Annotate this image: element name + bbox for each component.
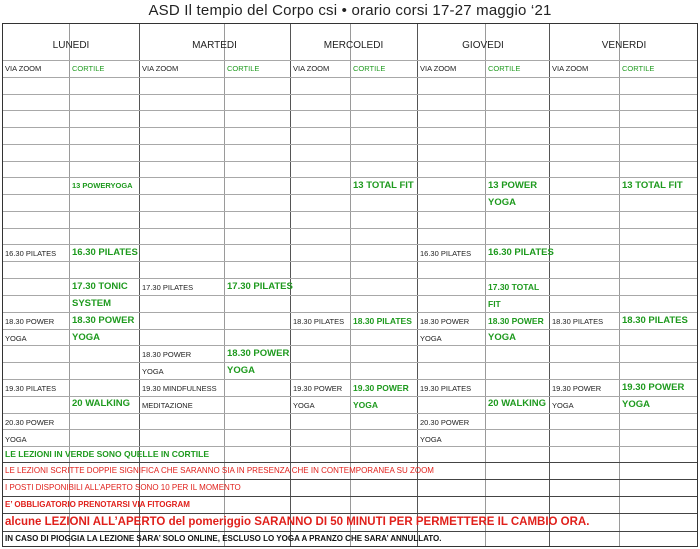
course-cell: 18.30 POWER [488, 316, 544, 326]
course-cell: YOGA [227, 365, 255, 376]
course-cell: 20 WALKING [488, 398, 547, 409]
course-cell: 17.30 PILATES [227, 281, 293, 292]
subheader-cortile: CORTILE [72, 64, 105, 73]
page-title: ASD Il tempio del Corpo csi • orario corsi 17-27 maggio ‘21 [148, 2, 552, 19]
subheader-cortile: CORTILE [488, 64, 521, 73]
grid-hline [3, 60, 697, 61]
note-places: I POSTI DISPONIBILI ALL’APERTO SONO 10 PER IL MOMENTO [5, 483, 241, 492]
course-cell: SYSTEM [72, 298, 112, 309]
course-cell: 19.30 PILATES [5, 384, 57, 393]
note-rain: IN CASO DI PIOGGIA LA LEZIONE SARA’ SOLO ONLINE, ESCLUSO LO YOGA A PRANZO CHE SARA’ ANNULLATO. [5, 534, 442, 543]
grid-hline [3, 144, 697, 145]
grid-hline [3, 345, 697, 346]
course-cell: 18.30 POWER [420, 317, 470, 326]
grid-hline [3, 429, 697, 430]
course-cell: 19.30 PILATES [420, 384, 472, 393]
grid-hline [3, 194, 697, 195]
course-cell: YOGA [552, 401, 574, 410]
course-cell: 18.30 PILATES [552, 317, 604, 326]
course-cell: 19.30 MINDFULNESS [142, 384, 217, 393]
note-booking: E’ OBBLIGATORIO PRENOTARSI VIA FITOGRAM [5, 500, 190, 509]
course-cell: YOGA [420, 334, 442, 343]
course-cell: FIT [488, 299, 501, 309]
course-cell: YOGA [488, 332, 516, 343]
course-cell: 18.30 PILATES [622, 315, 688, 326]
course-cell: 18.30 POWER [142, 350, 192, 359]
day-tuesday: MARTEDI [192, 40, 237, 51]
course-cell: YOGA [5, 334, 27, 343]
course-cell: YOGA [420, 435, 442, 444]
course-cell: 16.30 PILATES [5, 249, 57, 258]
course-cell: 17.30 PILATES [142, 283, 194, 292]
course-cell: 20 WALKING [72, 398, 131, 409]
course-cell: 18.30 POWER [227, 348, 290, 359]
note-green-courses: LE LEZIONI IN VERDE SONO QUELLE IN CORTILE [5, 449, 210, 459]
day-thursday: GIOVEDI [462, 40, 504, 51]
grid-hline [3, 127, 697, 128]
course-cell: 16.30 PILATES [488, 247, 554, 258]
grid-hline [3, 379, 697, 380]
course-cell: 13 POWERYOGA [72, 181, 133, 190]
course-cell: 20.30 POWER [420, 418, 470, 427]
grid-hline [3, 362, 697, 363]
course-cell: YOGA [622, 399, 650, 410]
grid-hline [3, 77, 697, 78]
course-cell: MEDITAZIONE [142, 401, 193, 410]
subheader-cortile: CORTILE [353, 64, 386, 73]
day-wednesday: MERCOLEDI [323, 40, 384, 51]
course-cell: 13 POWER [488, 180, 538, 191]
course-cell: 18.30 POWER [5, 317, 55, 326]
subheader-zoom: VIA ZOOM [142, 64, 179, 73]
course-cell: YOGA [142, 367, 164, 376]
course-cell: YOGA [5, 435, 27, 444]
schedule-sheet [2, 23, 698, 547]
grid-hline [3, 211, 697, 212]
subheader-zoom: VIA ZOOM [5, 64, 42, 73]
grid-hline [3, 413, 697, 414]
course-cell: 18.30 PILATES [293, 317, 345, 326]
grid-hline [3, 161, 697, 162]
course-cell: 16.30 PILATES [72, 247, 138, 258]
course-cell: YOGA [488, 197, 516, 208]
note-double-lessons: LE LEZIONI SCRITTE DOPPIE SIGNIFICA CHE SARANNO SIA IN PRESENZA CHE IN CONTEMPORANEA SU ZOOM [5, 466, 434, 475]
subheader-cortile: CORTILE [622, 64, 655, 73]
course-cell: 13 TOTAL FIT [353, 180, 414, 191]
course-cell: 17.30 TOTAL [488, 282, 540, 292]
subheader-zoom: VIA ZOOM [552, 64, 589, 73]
course-cell: 20.30 POWER [5, 418, 55, 427]
grid-hline [3, 261, 697, 262]
grid-hline [3, 94, 697, 95]
day-monday: LUNEDI [52, 40, 90, 51]
course-cell: YOGA [353, 400, 379, 410]
course-cell: 18.30 POWER [72, 315, 135, 326]
grid-hline [3, 228, 697, 229]
course-cell: 13 TOTAL FIT [622, 180, 683, 191]
course-cell: 16.30 PILATES [420, 249, 472, 258]
course-cell: YOGA [293, 401, 315, 410]
course-cell: 18.30 PILATES [353, 316, 412, 326]
subheader-cortile: CORTILE [227, 64, 260, 73]
day-friday: VENERDI [601, 40, 647, 51]
course-cell: 19.30 POWER [293, 384, 343, 393]
subheader-zoom: VIA ZOOM [420, 64, 457, 73]
grid-hline [3, 110, 697, 111]
course-cell: 19.30 POWER [552, 384, 602, 393]
course-cell: YOGA [72, 332, 100, 343]
course-cell: 17.30 TONIC [72, 281, 128, 292]
subheader-zoom: VIA ZOOM [293, 64, 330, 73]
course-cell: 19.30 POWER [353, 383, 409, 393]
course-cell: 19.30 POWER [622, 382, 685, 393]
note-duration: alcune LEZIONI ALL’APERTO del pomeriggio SARANNO DI 50 MINUTI PER PERMETTERE IL CAMBIO ORA. [5, 516, 590, 528]
